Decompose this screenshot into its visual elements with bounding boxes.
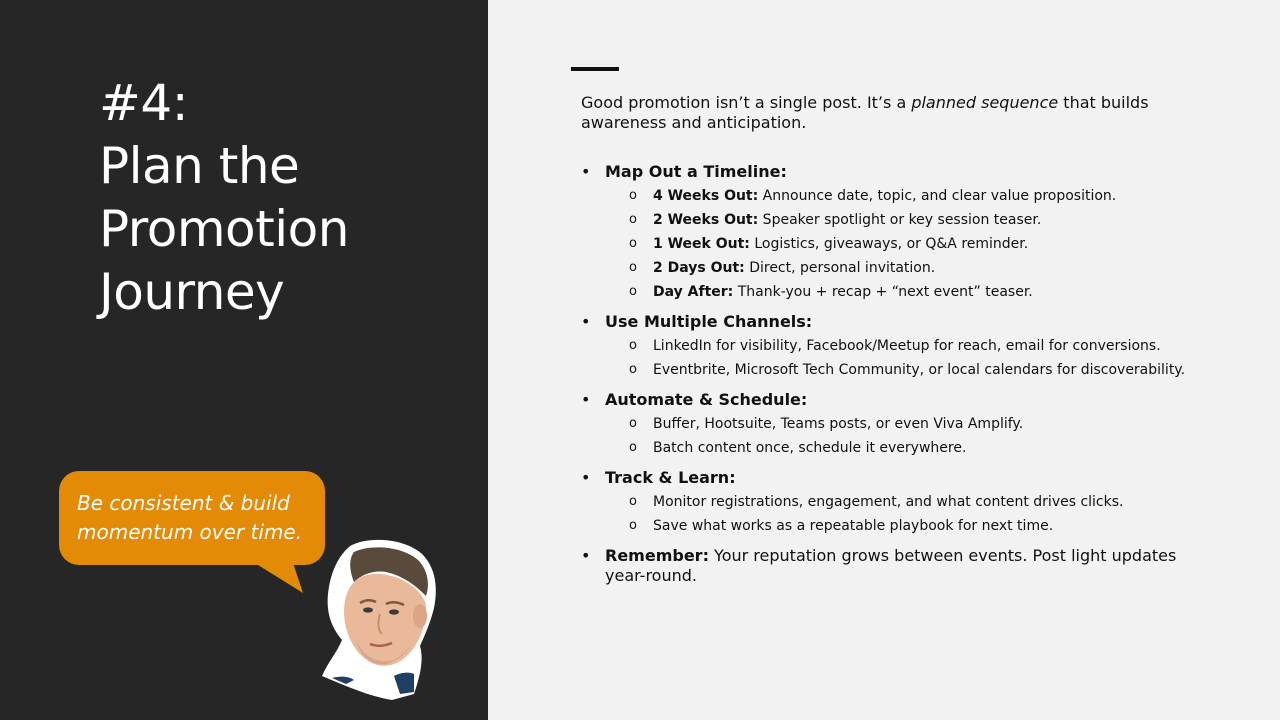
- bullet-item-automate: [581, 390, 1241, 460]
- callout-tail-icon: [248, 560, 308, 596]
- callout-line: Be consistent & build: [77, 491, 290, 515]
- sub-item-text: Save what works as a repeatable playbook for next time.: [653, 518, 1054, 534]
- bullet-dot-icon: •: [581, 390, 591, 409]
- title-line: #4:: [99, 74, 189, 132]
- sub-item: [605, 514, 1241, 538]
- callout-line: momentum over time.: [77, 520, 303, 544]
- bullet-item-remember: [581, 546, 1241, 586]
- sub-item-text: LinkedIn for visibility, Facebook/Meetup for reach, email for conversions.: [653, 338, 1161, 354]
- bullet-text: Your reputation grows between events. Post light updates year-round.: [605, 546, 1177, 585]
- sub-item: [605, 208, 1241, 232]
- bullet-label: Automate & Schedule:: [605, 390, 808, 409]
- sub-item-label: 2 Weeks Out:: [653, 212, 759, 228]
- bullet-dot-icon: •: [581, 468, 591, 487]
- sub-item-label: 2 Days Out:: [653, 260, 745, 276]
- bullet-label: Track & Learn:: [605, 468, 736, 487]
- sub-item-text: Monitor registrations, engagement, and what content drives clicks.: [653, 494, 1124, 510]
- intro-suffix: that builds awareness and anticipation.: [581, 93, 1149, 132]
- callout-text: [77, 489, 307, 547]
- sub-list: [605, 490, 1241, 538]
- sub-item-text: Batch content once, schedule it everywhere.: [653, 440, 967, 456]
- sub-item: [605, 334, 1241, 358]
- bullet-item-track: [581, 468, 1241, 538]
- bullet-item-timeline: [581, 162, 1241, 304]
- bullet-label: Map Out a Timeline:: [605, 162, 787, 181]
- circle-bullet-icon: o: [629, 212, 637, 227]
- title-line: Promotion: [99, 200, 349, 258]
- circle-bullet-icon: o: [629, 362, 637, 377]
- bullet-dot-icon: •: [581, 546, 591, 565]
- title-line: Journey: [99, 263, 285, 321]
- sub-item-text: Logistics, giveaways, or Q&A reminder.: [749, 236, 1029, 252]
- sub-list: [605, 334, 1241, 382]
- circle-bullet-icon: o: [629, 260, 637, 275]
- sub-item: [605, 184, 1241, 208]
- circle-bullet-icon: o: [629, 338, 637, 353]
- bullet-item-channels: [581, 312, 1241, 382]
- sub-list: [605, 184, 1241, 304]
- circle-bullet-icon: o: [629, 236, 637, 251]
- title-line: Plan the: [99, 137, 300, 195]
- accent-bar: [571, 67, 619, 71]
- bullet-label: Remember:: [605, 546, 709, 565]
- bullet-list: [581, 162, 1241, 594]
- sub-item-label: 4 Weeks Out:: [653, 188, 759, 204]
- callout-bubble: [59, 471, 325, 565]
- sub-item: [605, 256, 1241, 280]
- bullet-dot-icon: •: [581, 312, 591, 331]
- sub-item: [605, 490, 1241, 514]
- bullet-dot-icon: •: [581, 162, 591, 181]
- intro-paragraph: [581, 93, 1181, 133]
- sub-item-text: Eventbrite, Microsoft Tech Community, or local calendars for discoverability.: [653, 362, 1186, 378]
- circle-bullet-icon: o: [629, 440, 637, 455]
- sub-item-text: Speaker spotlight or key session teaser.: [758, 212, 1042, 228]
- sub-item-label: Day After:: [653, 284, 734, 300]
- sub-item-text: Thank-you + recap + “next event” teaser.: [733, 284, 1033, 300]
- sub-item-text: Announce date, topic, and clear value proposition.: [758, 188, 1117, 204]
- circle-bullet-icon: o: [629, 416, 637, 431]
- bullet-label: Use Multiple Channels:: [605, 312, 813, 331]
- circle-bullet-icon: o: [629, 518, 637, 533]
- intro-prefix: Good promotion isn’t a single post. It’s a: [581, 93, 912, 112]
- intro-emphasis: planned sequence: [911, 93, 1059, 112]
- slide-title: [99, 72, 459, 324]
- sub-item: [605, 232, 1241, 256]
- sub-list: [605, 412, 1241, 460]
- sub-item-label: 1 Week Out:: [653, 236, 750, 252]
- circle-bullet-icon: o: [629, 494, 637, 509]
- circle-bullet-icon: o: [629, 188, 637, 203]
- sub-item: [605, 436, 1241, 460]
- sub-item-text: Buffer, Hootsuite, Teams posts, or even Viva Amplify.: [653, 416, 1024, 432]
- sub-item: [605, 280, 1241, 304]
- sub-item-text: Direct, personal invitation.: [744, 260, 936, 276]
- avatar: [316, 536, 440, 700]
- sub-item: [605, 358, 1241, 382]
- sub-item: [605, 412, 1241, 436]
- circle-bullet-icon: o: [629, 284, 637, 299]
